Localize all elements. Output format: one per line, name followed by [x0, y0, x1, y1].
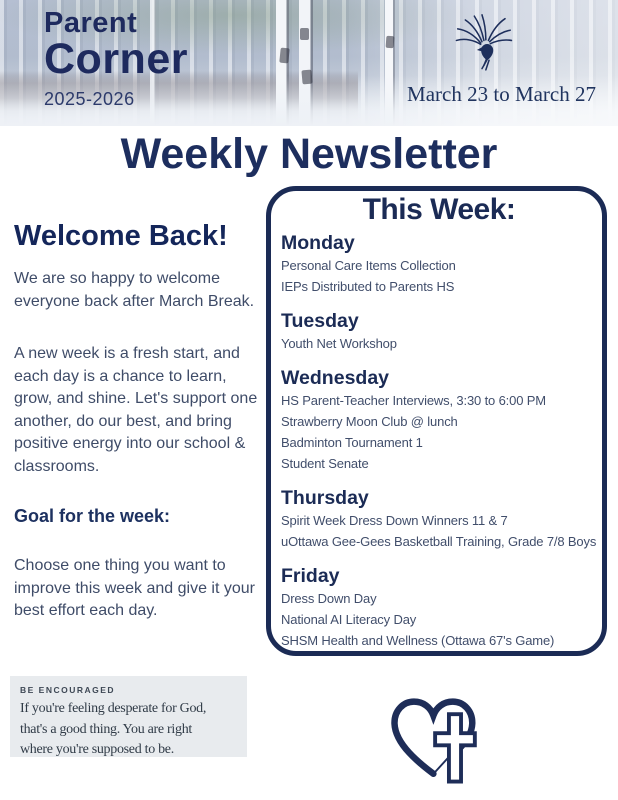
birch-bark-mark: [300, 28, 309, 40]
day-label: Tuesday: [281, 310, 359, 332]
event-item: Strawberry Moon Club @ lunch: [281, 414, 458, 429]
goal-heading: Goal for the week:: [14, 506, 171, 526]
logo-line-parent: Parent: [44, 7, 138, 39]
day-tuesday: [281, 309, 597, 354]
newsletter-logo: [44, 8, 188, 110]
welcome-heading: Welcome Back!: [14, 220, 228, 252]
event-item: National AI Literacy Day: [281, 612, 417, 627]
birch-bark-mark: [301, 70, 312, 85]
encouragement-quote: that's a good thing. You are right: [20, 721, 192, 737]
welcome-paragraph: We are so happy to welcome everyone back after March Break.: [14, 270, 255, 310]
event-item: Spirit Week Dress Down Winners 11 & 7: [281, 513, 508, 528]
event-item: Youth Net Workshop: [281, 336, 397, 351]
event-item: Dress Down Day: [281, 591, 377, 606]
birch-bark-mark: [279, 48, 290, 64]
page-title: Weekly Newsletter: [120, 130, 498, 178]
day-wednesday: [281, 366, 597, 474]
date-range: March 23 to March 27: [407, 82, 596, 106]
event-item: Personal Care Items Collection: [281, 258, 456, 273]
day-label: Thursday: [281, 487, 369, 509]
event-item: uOttawa Gee-Gees Basketball Training, Grade 7/8 Boys: [281, 534, 597, 549]
encouragement-label: BE ENCOURAGED: [20, 685, 116, 695]
encouragement-box: [10, 676, 247, 757]
welcome-section: [14, 220, 267, 623]
day-friday: [281, 564, 597, 651]
welcome-paragraph: A new week is a fresh start, and each day is a chance to learn, grow, and shine. Let's support one another, do our best, and bring positive energy into our school & classrooms.: [14, 345, 258, 475]
this-week-heading: This Week:: [362, 193, 516, 226]
school-year: 2025-2026: [44, 89, 135, 109]
event-item: Badminton Tournament 1: [281, 435, 423, 450]
event-item: IEPs Distributed to Parents HS: [281, 279, 455, 294]
encouragement-quote: If you're feeling desperate for God,: [20, 701, 207, 716]
day-monday: [281, 231, 597, 297]
day-thursday: [281, 486, 597, 552]
goal-text: Choose one thing you want to improve this week and give it your best effort each day.: [14, 557, 255, 619]
birch-bark-mark: [386, 36, 395, 49]
logo-line-corner: Corner: [44, 35, 188, 83]
header-banner: [0, 0, 618, 126]
eagle-icon: [450, 10, 514, 76]
day-label: Wednesday: [281, 367, 390, 389]
encouragement-quote: where you're supposed to be.: [20, 742, 174, 757]
day-label: Friday: [281, 565, 340, 587]
event-item: Student Senate: [281, 456, 369, 471]
event-item: SHSM Health and Wellness (Ottawa 67's Game): [281, 633, 555, 648]
this-week-panel: [266, 186, 607, 656]
heart-cross-icon: [385, 690, 493, 785]
day-label: Monday: [281, 232, 355, 254]
event-item: HS Parent-Teacher Interviews, 3:30 to 6:00 PM: [281, 393, 546, 408]
